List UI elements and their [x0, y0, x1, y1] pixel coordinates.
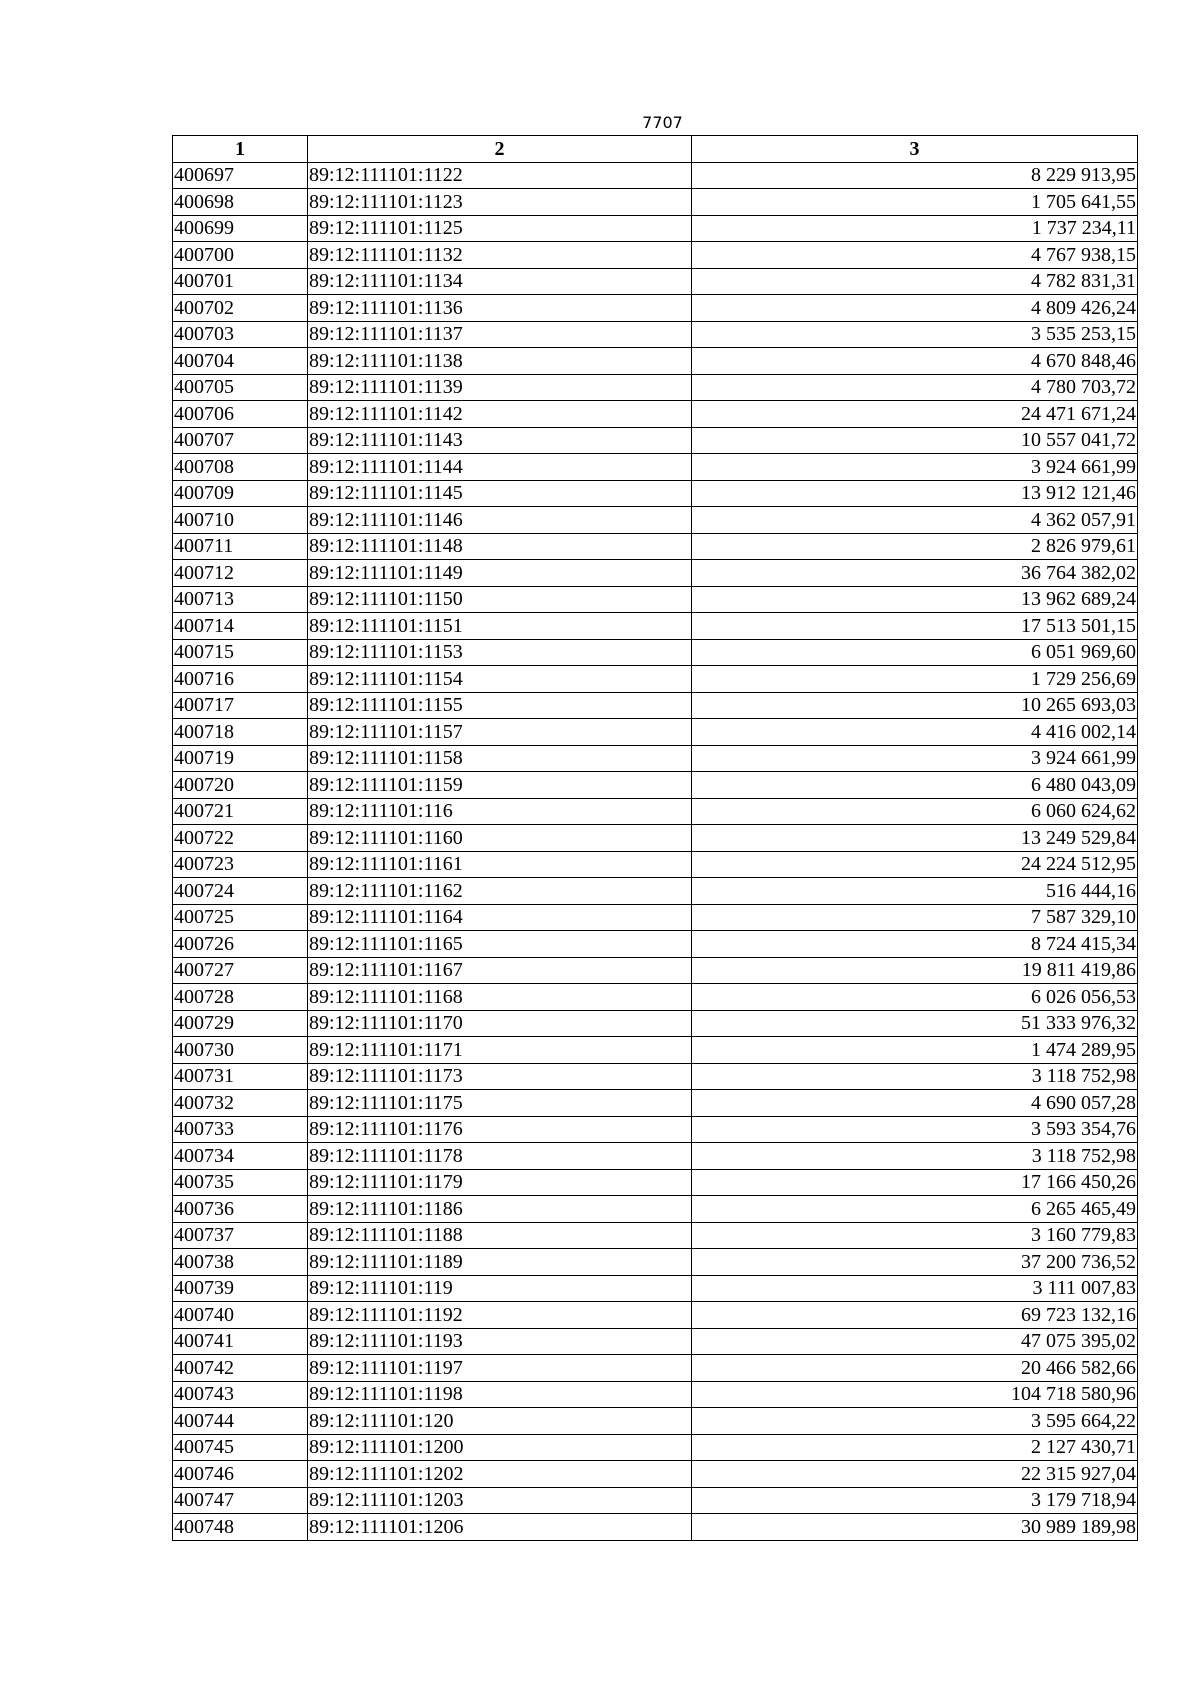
id-cell: 400738	[173, 1249, 308, 1276]
cadastral-number-cell: 89:12:111101:1164	[308, 904, 692, 931]
cadastral-number-cell: 89:12:111101:1189	[308, 1249, 692, 1276]
cadastral-number-cell: 89:12:111101:1161	[308, 851, 692, 878]
table-row	[173, 957, 1138, 984]
id-cell: 400737	[173, 1222, 308, 1249]
id-cell: 400703	[173, 321, 308, 348]
table-row	[173, 1381, 1138, 1408]
value-cell: 3 593 354,76	[692, 1116, 1138, 1143]
data-table	[172, 135, 1138, 1541]
cadastral-number-cell: 89:12:111101:1146	[308, 507, 692, 534]
value-cell: 7 587 329,10	[692, 904, 1138, 931]
value-cell: 4 782 831,31	[692, 268, 1138, 295]
id-cell: 400705	[173, 374, 308, 401]
cadastral-number-cell: 89:12:111101:1186	[308, 1196, 692, 1223]
cadastral-number-cell: 89:12:111101:1158	[308, 745, 692, 772]
id-cell: 400744	[173, 1408, 308, 1435]
cadastral-number-cell: 89:12:111101:1122	[308, 162, 692, 189]
table-row	[173, 1143, 1138, 1170]
cadastral-number-cell: 89:12:111101:1125	[308, 215, 692, 242]
table-body	[173, 162, 1138, 1540]
table-row	[173, 825, 1138, 852]
table-row	[173, 427, 1138, 454]
value-cell: 2 826 979,61	[692, 533, 1138, 560]
cadastral-number-cell: 89:12:111101:1197	[308, 1355, 692, 1382]
table-row	[173, 1249, 1138, 1276]
cadastral-number-cell: 89:12:111101:1145	[308, 480, 692, 507]
id-cell: 400735	[173, 1169, 308, 1196]
table-row	[173, 931, 1138, 958]
cadastral-number-cell: 89:12:111101:1165	[308, 931, 692, 958]
cadastral-number-cell: 89:12:111101:1149	[308, 560, 692, 587]
cadastral-number-cell: 89:12:111101:1175	[308, 1090, 692, 1117]
table-row	[173, 772, 1138, 799]
value-cell: 37 200 736,52	[692, 1249, 1138, 1276]
cadastral-number-cell: 89:12:111101:1192	[308, 1302, 692, 1329]
id-cell: 400719	[173, 745, 308, 772]
value-cell: 10 557 041,72	[692, 427, 1138, 454]
id-cell: 400727	[173, 957, 308, 984]
value-cell: 13 249 529,84	[692, 825, 1138, 852]
table-row	[173, 1090, 1138, 1117]
cadastral-number-cell: 89:12:111101:1203	[308, 1487, 692, 1514]
cadastral-number-cell: 89:12:111101:1170	[308, 1010, 692, 1037]
id-cell: 400741	[173, 1328, 308, 1355]
column-header-3: 3	[692, 136, 1138, 163]
id-cell: 400731	[173, 1063, 308, 1090]
value-cell: 104 718 580,96	[692, 1381, 1138, 1408]
table-row	[173, 295, 1138, 322]
id-cell: 400747	[173, 1487, 308, 1514]
id-cell: 400739	[173, 1275, 308, 1302]
cadastral-number-cell: 89:12:111101:1178	[308, 1143, 692, 1170]
value-cell: 4 767 938,15	[692, 242, 1138, 269]
id-cell: 400742	[173, 1355, 308, 1382]
table-row	[173, 745, 1138, 772]
value-cell: 13 962 689,24	[692, 586, 1138, 613]
table-row	[173, 454, 1138, 481]
id-cell: 400732	[173, 1090, 308, 1117]
table-row	[173, 1408, 1138, 1435]
cadastral-number-cell: 89:12:111101:1171	[308, 1037, 692, 1064]
table-row	[173, 1514, 1138, 1541]
cadastral-number-cell: 89:12:111101:1148	[308, 533, 692, 560]
id-cell: 400746	[173, 1461, 308, 1488]
id-cell: 400734	[173, 1143, 308, 1170]
value-cell: 1 737 234,11	[692, 215, 1138, 242]
id-cell: 400706	[173, 401, 308, 428]
cadastral-number-cell: 89:12:111101:1167	[308, 957, 692, 984]
value-cell: 69 723 132,16	[692, 1302, 1138, 1329]
value-cell: 10 265 693,03	[692, 692, 1138, 719]
id-cell: 400743	[173, 1381, 308, 1408]
id-cell: 400714	[173, 613, 308, 640]
cadastral-number-cell: 89:12:111101:1143	[308, 427, 692, 454]
id-cell: 400725	[173, 904, 308, 931]
cadastral-number-cell: 89:12:111101:1198	[308, 1381, 692, 1408]
table-row	[173, 189, 1138, 216]
id-cell: 400717	[173, 692, 308, 719]
table-row	[173, 1487, 1138, 1514]
id-cell: 400728	[173, 984, 308, 1011]
table-row	[173, 798, 1138, 825]
id-cell: 400736	[173, 1196, 308, 1223]
value-cell: 4 690 057,28	[692, 1090, 1138, 1117]
value-cell: 1 705 641,55	[692, 189, 1138, 216]
cadastral-number-cell: 89:12:111101:1188	[308, 1222, 692, 1249]
cadastral-number-cell: 89:12:111101:1154	[308, 666, 692, 693]
table-row	[173, 1063, 1138, 1090]
table-row	[173, 1434, 1138, 1461]
value-cell: 6 060 624,62	[692, 798, 1138, 825]
value-cell: 22 315 927,04	[692, 1461, 1138, 1488]
table-row	[173, 1302, 1138, 1329]
id-cell: 400713	[173, 586, 308, 613]
id-cell: 400723	[173, 851, 308, 878]
id-cell: 400722	[173, 825, 308, 852]
id-cell: 400733	[173, 1116, 308, 1143]
cadastral-number-cell: 89:12:111101:1134	[308, 268, 692, 295]
value-cell: 1 729 256,69	[692, 666, 1138, 693]
value-cell: 17 513 501,15	[692, 613, 1138, 640]
table-row	[173, 242, 1138, 269]
cadastral-number-cell: 89:12:111101:1123	[308, 189, 692, 216]
cadastral-number-cell: 89:12:111101:1159	[308, 772, 692, 799]
page-number: 7707	[642, 113, 683, 132]
table-row	[173, 984, 1138, 1011]
table-row	[173, 348, 1138, 375]
value-cell: 30 989 189,98	[692, 1514, 1138, 1541]
table-row	[173, 268, 1138, 295]
cadastral-number-cell: 89:12:111101:1173	[308, 1063, 692, 1090]
cadastral-number-cell: 89:12:111101:1193	[308, 1328, 692, 1355]
id-cell: 400715	[173, 639, 308, 666]
id-cell: 400708	[173, 454, 308, 481]
id-cell: 400730	[173, 1037, 308, 1064]
cadastral-number-cell: 89:12:111101:1176	[308, 1116, 692, 1143]
id-cell: 400697	[173, 162, 308, 189]
table-row	[173, 878, 1138, 905]
cadastral-number-cell: 89:12:111101:1142	[308, 401, 692, 428]
cadastral-number-cell: 89:12:111101:1179	[308, 1169, 692, 1196]
value-cell: 6 265 465,49	[692, 1196, 1138, 1223]
cadastral-number-cell: 89:12:111101:1144	[308, 454, 692, 481]
id-cell: 400748	[173, 1514, 308, 1541]
cadastral-number-cell: 89:12:111101:1155	[308, 692, 692, 719]
value-cell: 3 535 253,15	[692, 321, 1138, 348]
value-cell: 19 811 419,86	[692, 957, 1138, 984]
table-row	[173, 1196, 1138, 1223]
cadastral-number-cell: 89:12:111101:1160	[308, 825, 692, 852]
table-row	[173, 851, 1138, 878]
value-cell: 4 362 057,91	[692, 507, 1138, 534]
table-row	[173, 904, 1138, 931]
table-row	[173, 1037, 1138, 1064]
cadastral-number-cell: 89:12:111101:1139	[308, 374, 692, 401]
id-cell: 400716	[173, 666, 308, 693]
cadastral-number-cell: 89:12:111101:120	[308, 1408, 692, 1435]
table-row	[173, 533, 1138, 560]
table-row	[173, 1461, 1138, 1488]
id-cell: 400701	[173, 268, 308, 295]
cadastral-number-cell: 89:12:111101:1162	[308, 878, 692, 905]
value-cell: 3 118 752,98	[692, 1143, 1138, 1170]
table-row	[173, 401, 1138, 428]
table-row	[173, 1116, 1138, 1143]
id-cell: 400726	[173, 931, 308, 958]
id-cell: 400718	[173, 719, 308, 746]
id-cell: 400707	[173, 427, 308, 454]
table-row	[173, 1355, 1138, 1382]
table-row	[173, 162, 1138, 189]
value-cell: 1 474 289,95	[692, 1037, 1138, 1064]
value-cell: 47 075 395,02	[692, 1328, 1138, 1355]
value-cell: 4 780 703,72	[692, 374, 1138, 401]
value-cell: 51 333 976,32	[692, 1010, 1138, 1037]
cadastral-number-cell: 89:12:111101:1132	[308, 242, 692, 269]
header-row	[173, 136, 1138, 163]
cadastral-number-cell: 89:12:111101:1206	[308, 1514, 692, 1541]
value-cell: 3 924 661,99	[692, 454, 1138, 481]
id-cell: 400700	[173, 242, 308, 269]
value-cell: 17 166 450,26	[692, 1169, 1138, 1196]
table-row	[173, 215, 1138, 242]
value-cell: 8 229 913,95	[692, 162, 1138, 189]
column-header-1: 1	[173, 136, 308, 163]
id-cell: 400721	[173, 798, 308, 825]
table-row	[173, 692, 1138, 719]
cadastral-number-cell: 89:12:111101:1157	[308, 719, 692, 746]
value-cell: 4 670 848,46	[692, 348, 1138, 375]
table-row	[173, 374, 1138, 401]
cadastral-number-cell: 89:12:111101:1153	[308, 639, 692, 666]
id-cell: 400702	[173, 295, 308, 322]
value-cell: 3 160 779,83	[692, 1222, 1138, 1249]
table-row	[173, 1010, 1138, 1037]
value-cell: 8 724 415,34	[692, 931, 1138, 958]
table-row	[173, 507, 1138, 534]
cadastral-number-cell: 89:12:111101:1137	[308, 321, 692, 348]
table-row	[173, 666, 1138, 693]
id-cell: 400712	[173, 560, 308, 587]
table-row	[173, 560, 1138, 587]
cadastral-number-cell: 89:12:111101:1136	[308, 295, 692, 322]
table-row	[173, 1275, 1138, 1302]
cadastral-number-cell: 89:12:111101:116	[308, 798, 692, 825]
table-row	[173, 586, 1138, 613]
id-cell: 400720	[173, 772, 308, 799]
value-cell: 24 224 512,95	[692, 851, 1138, 878]
value-cell: 20 466 582,66	[692, 1355, 1138, 1382]
id-cell: 400745	[173, 1434, 308, 1461]
id-cell: 400698	[173, 189, 308, 216]
column-header-2: 2	[308, 136, 692, 163]
value-cell: 516 444,16	[692, 878, 1138, 905]
value-cell: 3 111 007,83	[692, 1275, 1138, 1302]
id-cell: 400724	[173, 878, 308, 905]
value-cell: 6 480 043,09	[692, 772, 1138, 799]
id-cell: 400709	[173, 480, 308, 507]
value-cell: 6 026 056,53	[692, 984, 1138, 1011]
value-cell: 3 924 661,99	[692, 745, 1138, 772]
id-cell: 400729	[173, 1010, 308, 1037]
table-row	[173, 613, 1138, 640]
cadastral-number-cell: 89:12:111101:1200	[308, 1434, 692, 1461]
table-row	[173, 639, 1138, 666]
id-cell: 400704	[173, 348, 308, 375]
value-cell: 3 118 752,98	[692, 1063, 1138, 1090]
value-cell: 13 912 121,46	[692, 480, 1138, 507]
id-cell: 400740	[173, 1302, 308, 1329]
cadastral-number-cell: 89:12:111101:119	[308, 1275, 692, 1302]
table-row	[173, 321, 1138, 348]
value-cell: 24 471 671,24	[692, 401, 1138, 428]
value-cell: 4 809 426,24	[692, 295, 1138, 322]
value-cell: 2 127 430,71	[692, 1434, 1138, 1461]
table-row	[173, 1169, 1138, 1196]
id-cell: 400711	[173, 533, 308, 560]
cadastral-number-cell: 89:12:111101:1150	[308, 586, 692, 613]
table-row	[173, 719, 1138, 746]
cadastral-number-cell: 89:12:111101:1151	[308, 613, 692, 640]
value-cell: 36 764 382,02	[692, 560, 1138, 587]
table-row	[173, 1328, 1138, 1355]
cadastral-number-cell: 89:12:111101:1202	[308, 1461, 692, 1488]
cadastral-number-cell: 89:12:111101:1138	[308, 348, 692, 375]
cadastral-number-cell: 89:12:111101:1168	[308, 984, 692, 1011]
id-cell: 400699	[173, 215, 308, 242]
id-cell: 400710	[173, 507, 308, 534]
value-cell: 3 595 664,22	[692, 1408, 1138, 1435]
value-cell: 6 051 969,60	[692, 639, 1138, 666]
value-cell: 4 416 002,14	[692, 719, 1138, 746]
value-cell: 3 179 718,94	[692, 1487, 1138, 1514]
table-row	[173, 1222, 1138, 1249]
table-row	[173, 480, 1138, 507]
